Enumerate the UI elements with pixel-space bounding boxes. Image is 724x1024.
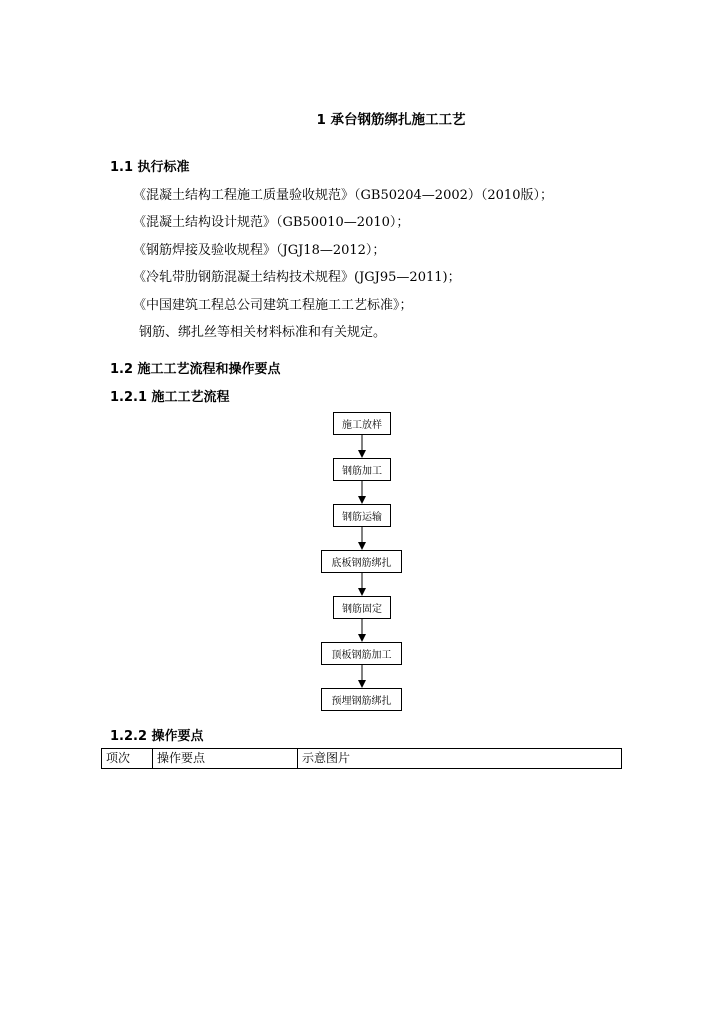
section-heading-1-2-2: 1.2.2 操作要点 — [110, 729, 204, 744]
operation-points-table — [101, 748, 622, 769]
table-header-item-no: 项次 — [102, 749, 153, 769]
flow-step-rebar-processing: 钢筋加工 — [333, 458, 391, 481]
flow-step-layout: 施工放样 — [333, 412, 391, 435]
standard-item: 《冷轧带肋钢筋混凝土结构技术规程》(JGJ95—2011)； — [133, 270, 461, 285]
table-header-row — [102, 749, 622, 769]
table-header-diagram: 示意图片 — [298, 749, 622, 769]
standard-item: 《中国建筑工程总公司建筑工程施工工艺标准》； — [133, 298, 413, 313]
flow-step-bottom-slab-tying: 底板钢筋绑扎 — [321, 550, 402, 573]
flow-step-rebar-fixing: 钢筋固定 — [333, 596, 391, 619]
flow-step-rebar-transport: 钢筋运输 — [333, 504, 391, 527]
standard-item: 钢筋、绑扎丝等相关材料标准和有关规定。 — [139, 325, 387, 340]
section-heading-1-2: 1.2 施工工艺流程和操作要点 — [110, 362, 281, 377]
flow-step-embedded-rebar-tying: 预埋钢筋绑扎 — [321, 688, 402, 711]
standard-item: 《混凝土结构工程施工质量验收规范》（GB50204—2002）（2010版）； — [133, 188, 553, 203]
page-title: 1 承台钢筋绑扎施工工艺 — [316, 112, 466, 128]
section-heading-1-2-1: 1.2.1 施工工艺流程 — [110, 390, 230, 405]
standard-item: 《钢筋焊接及验收规程》（JGJ18—2012）； — [133, 243, 386, 258]
flow-step-top-slab-processing: 顶板钢筋加工 — [321, 642, 402, 665]
standard-item: 《混凝土结构设计规范》（GB50010—2010）； — [133, 215, 410, 230]
table-header-key-points: 操作要点 — [153, 749, 298, 769]
section-heading-1-1: 1.1 执行标准 — [110, 160, 190, 175]
